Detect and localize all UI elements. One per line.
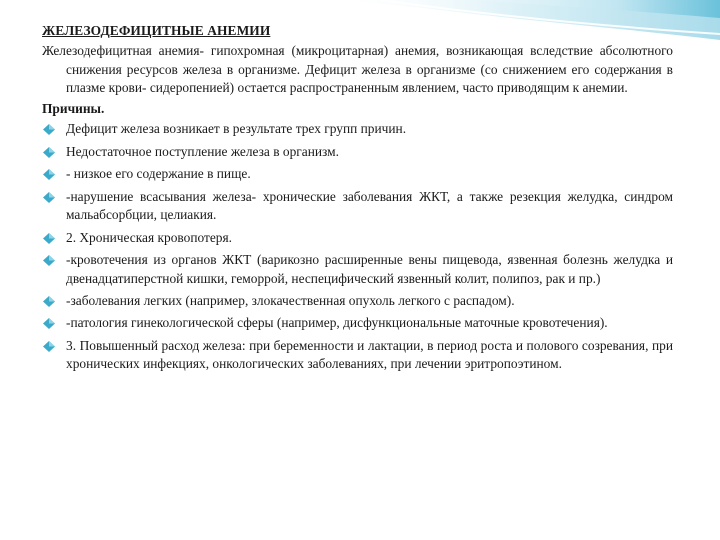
diamond-bullet-icon (43, 192, 55, 203)
list-item (42, 188, 673, 225)
list-item-text: Дефицит железа возникает в результате трех групп причин. (66, 121, 407, 137)
list-item (42, 337, 673, 374)
list-item (42, 251, 673, 288)
list-item-text: - низкое его содержание в пище. (66, 166, 251, 182)
diamond-bullet-icon (43, 318, 55, 329)
diamond-bullet-icon (43, 233, 55, 244)
list-item-text: -заболевания легких (например, злокачественная опухоль легкого с распадом). (66, 292, 515, 308)
list-item-text: -патология гинекологической сферы (например, дисфункциональные маточные кровотечения). (66, 315, 608, 331)
list-item-text: Недостаточное поступление железа в организм. (66, 143, 339, 159)
diamond-bullet-icon (43, 296, 55, 307)
list-item-text: -кровотечения из органов ЖКТ (варикозно расширенные вены пищевода, язвенная болезнь желудка и двенадцатиперстной кишки, геморрой, неспецифический язвенный колит, полипоз, рак и пр.) (66, 252, 673, 286)
slide-title: ЖЕЛЕЗОДЕФИЦИТНЫЕ АНЕМИИ (42, 23, 271, 38)
diamond-bullet-icon (43, 124, 55, 135)
diamond-bullet-icon (43, 147, 55, 158)
list-item (42, 143, 673, 161)
list-item-text: 2. Хроническая кровопотеря. (66, 229, 232, 245)
diamond-bullet-icon (43, 341, 55, 352)
list-item-text: 3. Повышенный расход железа: при беременности и лактации, в период роста и полового созревания, при хронических инфекциях, онкологических заболеваниях, при лечении эритропоэтином. (66, 337, 673, 372)
list-item (42, 314, 673, 332)
list-item (42, 292, 673, 310)
diamond-bullet-icon (43, 255, 55, 266)
list-item (42, 229, 673, 247)
causes-list (42, 120, 673, 373)
diamond-bullet-icon (43, 169, 55, 180)
intro-paragraph: Железодефицитная анемия- гипохромная (микроцитарная) анемия, возникающая вследствие абсолютного снижения ресурсов железа в организме. Дефицит железа в организме (со снижением его содержания в плазме крови- сидеропенией) остается распространенным явлением, часто приводящим к анемии. (42, 43, 673, 95)
list-item-text: -нарушение всасывания железа- хронические заболевания ЖКТ, а также резекция желудка, синдром мальабсорбции, целиакия. (66, 188, 673, 223)
list-item (42, 120, 673, 138)
causes-heading: Причины. (42, 101, 105, 117)
slide-content (42, 22, 673, 378)
list-item (42, 165, 673, 183)
